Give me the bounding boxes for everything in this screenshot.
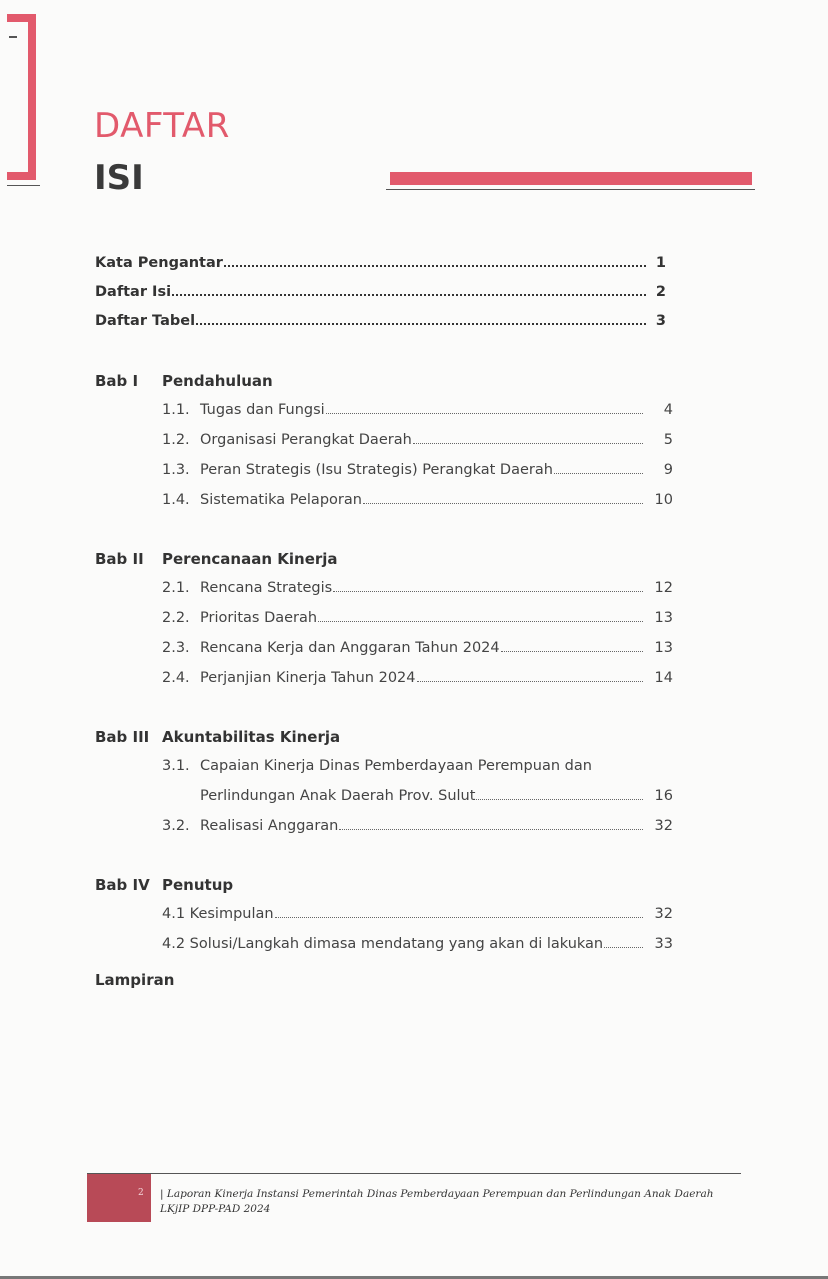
- toc-item-1-4[interactable]: [162, 492, 673, 508]
- heading-daftar: DAFTAR: [94, 106, 230, 146]
- dot-leader: [196, 323, 646, 325]
- item-text: Kesimpulan: [189, 906, 274, 922]
- chapter-label: Bab IV: [95, 876, 150, 894]
- item-page: 12: [654, 580, 673, 596]
- footer-line-2: LKjIP DPP-PAD 2024: [160, 1203, 271, 1215]
- dot-leader: [333, 591, 643, 592]
- footer-page-box: [87, 1174, 151, 1222]
- item-text: Perjanjian Kinerja Tahun 2024: [200, 670, 416, 686]
- dot-leader: [363, 503, 643, 504]
- item-number: 2.1.: [162, 580, 190, 596]
- footer-report-title: [160, 1187, 713, 1217]
- item-text: Realisasi Anggaran: [200, 818, 339, 834]
- dot-leader: [413, 443, 643, 444]
- item-page: 32: [654, 818, 673, 834]
- dot-leader: [172, 294, 646, 296]
- dot-leader: [275, 917, 643, 918]
- corner-bracket: [28, 14, 36, 180]
- dot-leader: [339, 829, 643, 830]
- item-text: Tugas dan Fungsi: [200, 402, 325, 418]
- dot-leader: [501, 651, 643, 652]
- toc-item-2-1[interactable]: [162, 580, 673, 596]
- chapter-title: Perencanaan Kinerja: [162, 550, 338, 568]
- item-text: Sistematika Pelaporan: [200, 492, 362, 508]
- footer-line-1: | Laporan Kinerja Instansi Pemerintah Dinas Pemberdayaan Perempuan dan Perlindungan Anak Daerah: [160, 1188, 714, 1200]
- toc-item-1-3[interactable]: [162, 462, 673, 478]
- toc-entry-kata-pengantar[interactable]: [95, 255, 666, 271]
- bracket-underline: [7, 185, 40, 186]
- item-text: Rencana Kerja dan Anggaran Tahun 2024: [200, 640, 500, 656]
- corner-bracket-bottom: [7, 172, 36, 180]
- bracket-tick: [9, 36, 17, 38]
- toc-entry-daftar-tabel[interactable]: [95, 313, 666, 329]
- chapter-label: Bab I: [95, 372, 139, 390]
- chapter-title: Pendahuluan: [162, 372, 273, 390]
- item-number: 1.4.: [162, 492, 190, 508]
- dot-leader: [224, 265, 646, 267]
- toc-item-1-1[interactable]: [162, 402, 673, 418]
- toc-entry-label: Daftar Isi: [95, 284, 172, 300]
- item-text-continuation: Perlindungan Anak Daerah Prov. Sulut: [200, 788, 476, 804]
- item-number: 3.2.: [162, 818, 190, 834]
- item-number: 4.1: [162, 906, 186, 922]
- item-number: 2.4.: [162, 670, 190, 686]
- item-page: 10: [654, 492, 673, 508]
- item-page: 5: [663, 432, 673, 448]
- toc-item-3-2[interactable]: [162, 818, 673, 834]
- item-number: 1.3.: [162, 462, 190, 478]
- dot-leader: [417, 681, 643, 682]
- heading-accent-bar: [390, 172, 752, 185]
- corner-bracket-top: [7, 14, 36, 22]
- dot-leader: [604, 947, 643, 948]
- item-page: 16: [654, 788, 673, 804]
- item-text: Organisasi Perangkat Daerah: [200, 432, 412, 448]
- item-number: 4.2: [162, 936, 186, 952]
- toc-item-3-1[interactable]: [162, 758, 592, 774]
- item-number: 2.3.: [162, 640, 190, 656]
- dot-leader: [476, 799, 643, 800]
- footer-rule: [87, 1173, 741, 1174]
- toc-item-4-1[interactable]: [162, 906, 673, 922]
- dot-leader: [326, 413, 643, 414]
- chapter-heading-bab-2[interactable]: [95, 550, 338, 568]
- chapter-heading-bab-3[interactable]: [95, 728, 340, 746]
- item-page: 33: [654, 936, 673, 952]
- toc-item-1-2[interactable]: [162, 432, 673, 448]
- item-number: 1.1.: [162, 402, 190, 418]
- chapter-heading-bab-1[interactable]: [95, 372, 273, 390]
- toc-item-3-1-continuation[interactable]: [200, 788, 673, 804]
- heading-isi: ISI: [94, 158, 144, 198]
- toc-entry-daftar-isi[interactable]: [95, 284, 666, 300]
- toc-entry-label: Daftar Tabel: [95, 313, 196, 329]
- toc-item-2-3[interactable]: [162, 640, 673, 656]
- chapter-label: Bab II: [95, 550, 144, 568]
- item-page: 14: [654, 670, 673, 686]
- footer-page-number: 2: [138, 1188, 144, 1198]
- item-page: 9: [663, 462, 673, 478]
- item-text: Peran Strategis (Isu Strategis) Perangkat Daerah: [200, 462, 553, 478]
- item-text: Rencana Strategis: [200, 580, 333, 596]
- chapter-title: Penutup: [162, 876, 234, 894]
- chapter-title: Akuntabilitas Kinerja: [162, 728, 341, 746]
- dot-leader: [318, 621, 643, 622]
- chapter-label: Bab III: [95, 728, 150, 746]
- toc-entry-page: 1: [655, 255, 666, 271]
- item-text: Solusi/Langkah dimasa mendatang yang akan di lakukan: [189, 936, 604, 952]
- toc-item-2-4[interactable]: [162, 670, 673, 686]
- toc-entry-label: Kata Pengantar: [95, 255, 223, 271]
- toc-entry-page: 3: [655, 313, 666, 329]
- heading-accent-line: [386, 189, 755, 190]
- chapter-heading-bab-4[interactable]: [95, 876, 233, 894]
- item-text: Capaian Kinerja Dinas Pemberdayaan Perempuan dan: [200, 758, 592, 774]
- item-number: 1.2.: [162, 432, 190, 448]
- item-page: 4: [663, 402, 673, 418]
- item-page: 13: [654, 610, 673, 626]
- item-number: 2.2.: [162, 610, 190, 626]
- toc-item-2-2[interactable]: [162, 610, 673, 626]
- toc-item-4-2[interactable]: [162, 936, 673, 952]
- item-text: Prioritas Daerah: [200, 610, 318, 626]
- dot-leader: [554, 473, 643, 474]
- toc-entry-page: 2: [655, 284, 666, 300]
- toc-entry-lampiran[interactable]: Lampiran: [95, 971, 175, 989]
- item-page: 32: [654, 906, 673, 922]
- item-number: 3.1.: [162, 758, 190, 774]
- item-page: 13: [654, 640, 673, 656]
